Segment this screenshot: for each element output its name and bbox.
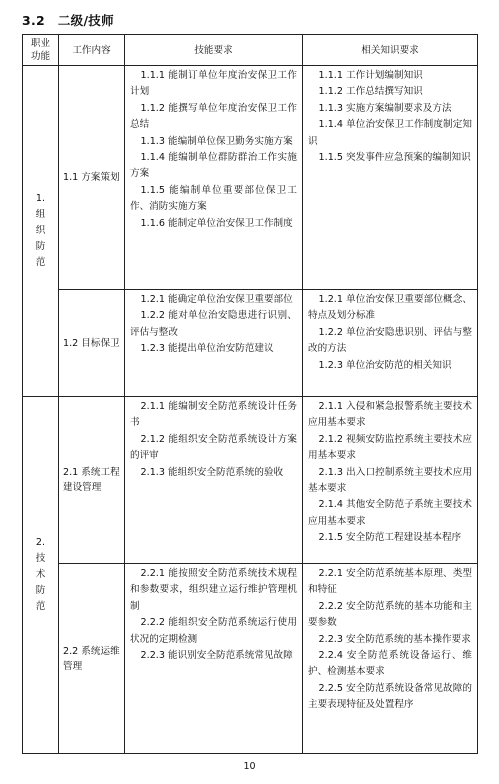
- function-label-char: 1.: [35, 193, 46, 204]
- table-row: [23, 564, 478, 754]
- function-label-char: 防: [35, 585, 46, 596]
- function-label: [23, 397, 59, 754]
- table-row: [23, 290, 478, 397]
- knowledge-item: 2.2.5 安全防范系统设备常见故障的主要表现特征及处置程序: [308, 682, 472, 711]
- header-function: [23, 35, 59, 66]
- skill-list: [125, 564, 303, 754]
- header-knowledge-requirements: 相关知识要求: [303, 35, 478, 66]
- work-content: 1.2 目标保卫: [59, 290, 125, 397]
- header-function-line2: 功能: [30, 51, 51, 62]
- knowledge-list: [303, 290, 478, 397]
- function-label-char: 2.: [35, 537, 46, 548]
- function-label-char: 防: [35, 241, 46, 252]
- knowledge-item: 1.1.3 实施方案编制要求及方法: [318, 102, 452, 114]
- work-content: 1.1 方案策划: [59, 66, 125, 290]
- function-label: [23, 66, 59, 397]
- function-label-char: 范: [35, 257, 46, 268]
- skill-item: 1.2.2 能对单位治安隐患进行识别、评估与整改: [130, 310, 297, 338]
- table-row: [23, 66, 478, 290]
- skill-item: 1.1.6 能制定单位治安保卫工作制度: [140, 217, 293, 229]
- knowledge-list: [303, 564, 478, 754]
- work-content: 2.2 系统运维管理: [59, 564, 125, 754]
- knowledge-item: 2.2.3 安全防范系统的基本操作要求: [318, 633, 471, 645]
- function-label-char: 范: [35, 601, 46, 612]
- skill-item: 1.1.2 能撰写单位年度治安保卫工作总结: [130, 102, 297, 131]
- knowledge-item: 1.1.2 工作总结撰写知识: [318, 86, 423, 98]
- knowledge-item: 1.1.1 工作计划编制知识: [318, 70, 423, 81]
- knowledge-item: 2.2.2 安全防范系统的基本功能和主要参数: [308, 600, 472, 629]
- skill-item: 2.1.1 能编制安全防范系统设计任务书: [130, 401, 297, 429]
- function-label-char: 技: [35, 553, 46, 564]
- skill-list: [125, 66, 303, 290]
- knowledge-item: 2.2.4 安全防范系统设备运行、维护、检测基本要求: [308, 650, 472, 678]
- knowledge-item: 1.1.4 单位治安保卫工作制度制定知识: [308, 119, 472, 147]
- table-header-row: [23, 35, 478, 66]
- skill-item: 1.1.3 能编制单位保卫勤务实施方案: [140, 135, 293, 147]
- skill-item: 1.1.1 能制订单位年度治安保卫工作计划: [130, 70, 297, 98]
- page-number: 10: [243, 761, 256, 772]
- skill-item: 2.1.2 能组织安全防范系统设计方案的评审: [130, 433, 297, 462]
- skill-item: 2.1.3 能组织安全防范系统的验收: [140, 466, 284, 478]
- knowledge-item: 2.1.4 其他安全防范子系统主要技术应用基本要求: [308, 499, 472, 527]
- table-row: [23, 397, 478, 564]
- skills-table: [22, 34, 478, 754]
- knowledge-item: 2.1.5 安全防范工程建设基本程序: [318, 532, 462, 544]
- knowledge-item: 1.2.2 单位治安隐患识别、评估与整改的方法: [308, 326, 472, 355]
- header-skill-requirements: 技能要求: [125, 35, 303, 66]
- skill-item: 1.2.3 能提出单位治安防范建议: [140, 343, 274, 355]
- knowledge-item: 1.1.5 突发事件应急预案的编制知识: [318, 152, 471, 164]
- header-function-line1: 职业: [30, 38, 51, 49]
- knowledge-list: [303, 397, 478, 564]
- skill-item: 1.1.5 能编制单位重要部位保卫工作、消防实施方案: [130, 184, 297, 213]
- function-label-char: 织: [35, 225, 46, 236]
- function-label-char: 组: [35, 209, 46, 220]
- function-label-char: 术: [35, 569, 46, 580]
- knowledge-list: [303, 66, 478, 290]
- knowledge-item: 1.2.1 单位治安保卫重要部位概念、特点及划分标准: [308, 294, 472, 322]
- header-work-content: 工作内容: [59, 35, 125, 66]
- skill-item: 2.2.3 能识别安全防范系统常见故障: [140, 650, 293, 662]
- knowledge-item: 2.2.1 安全防范系统基本原理、类型和特征: [308, 568, 472, 596]
- skill-item: 2.2.2 能组织安全防范系统运行使用状况的定期检测: [130, 617, 297, 645]
- skill-item: 1.1.4 能编制单位群防群治工作实施方案: [130, 152, 297, 180]
- knowledge-item: 2.1.1 入侵和紧急报警系统主要技术应用基本要求: [308, 401, 472, 429]
- skill-item: 2.2.1 能按照安全防范系统技术规程和参数要求，组织建立运行维护管理机制: [130, 568, 297, 612]
- section-title: 3.2 二级/技师: [22, 13, 114, 28]
- skill-list: [125, 397, 303, 564]
- knowledge-item: 1.2.3 单位治安防范的相关知识: [318, 359, 452, 371]
- skill-list: [125, 290, 303, 397]
- knowledge-item: 2.1.2 视频安防监控系统主要技术应用基本要求: [308, 433, 472, 462]
- work-content: 2.1 系统工程建设管理: [59, 397, 125, 564]
- knowledge-item: 2.1.3 出入口控制系统主要技术应用基本要求: [308, 466, 472, 495]
- skill-item: 1.2.1 能确定单位治安保卫重要部位: [140, 294, 293, 305]
